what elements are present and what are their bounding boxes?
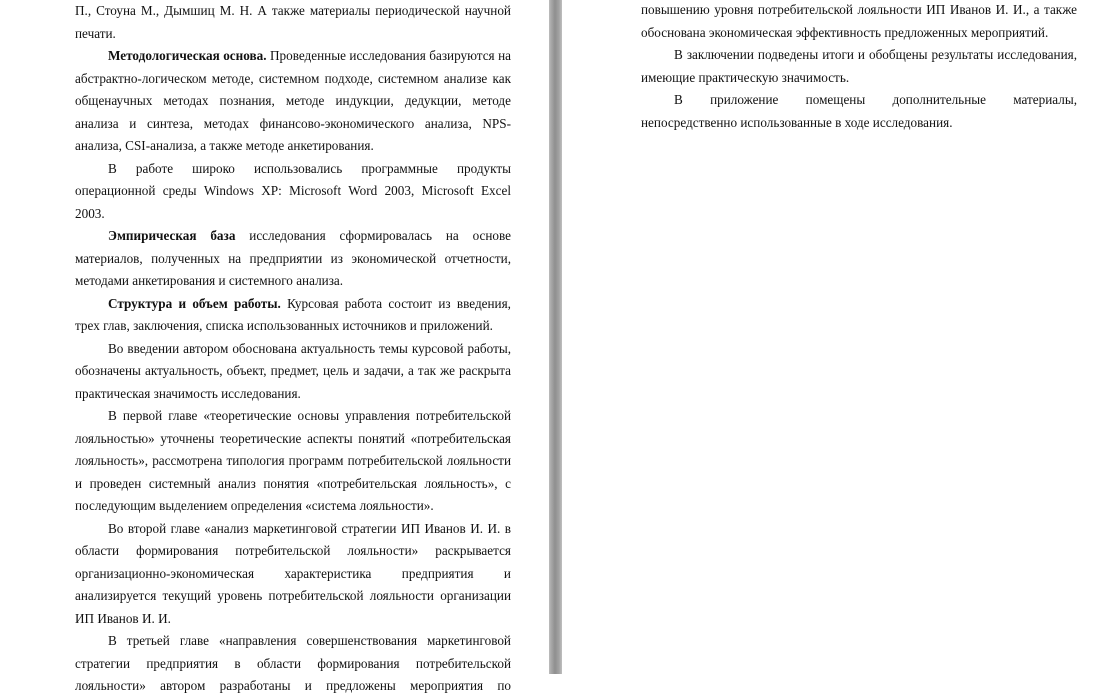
heading-empirical-base: Эмпирическая база — [108, 228, 236, 243]
paragraph-introduction: Во введении автором обоснована актуальность темы курсовой работы, обозначены актуальность, объект, предмет, цель и задачи, а так же раскрыта практическая значимость исследования. — [75, 340, 511, 401]
paragraph-sources-continued: П., Стоуна М., Дымшиц М. Н. А также материалы периодической научной печати. — [75, 3, 511, 41]
paragraph-appendix: В приложение помещены дополнительные материалы, непосредственно использованные в ходе исследования. — [641, 92, 1077, 130]
paragraph-chapter-three: В третьей главе «направления совершенствования маркетинговой стратегии предприятия в области формирования потребительской лояльности» автором разработаны и предложены мероприятия по — [75, 633, 511, 693]
document-page-left — [0, 0, 550, 693]
methodology-text: Проведенные исследования базируются на абстрактно-логическом методе, системном подходе, системном анализе как общенаучных методах познания, методе индукции, дедукции, методе анализа и синтеза, методах финансово-экономического анализа, NPS-анализа, CSI-анализа, а также методе анкетирования. — [75, 48, 511, 153]
paragraph-software: В работе широко использовались программные продукты операционной среды Windows XP: Microsoft Word 2003, Microsoft Excel 2003. — [75, 160, 511, 221]
paragraph-chapter-one: В первой главе «теоретические основы управления потребительской лояльностью» уточнены теоретические аспекты понятий «потребительская лояльность», рассмотрена типология программ потребительской лояльности и проведен системный анализ понятия «потребительская лояльность», с последующим выделением определения «система лояльности». — [75, 408, 511, 513]
heading-structure: Структура и объем работы. — [108, 295, 281, 311]
paragraph-structure — [75, 293, 511, 338]
document-page-right — [562, 0, 1115, 674]
paragraph-conclusion: В заключении подведены итоги и обобщены результаты исследования, имеющие практическую значимость. — [641, 47, 1077, 85]
page-body-left — [75, 0, 511, 698]
page-separator — [549, 0, 563, 674]
paragraph-chapter-three-continued: повышению уровня потребительской лояльности ИП Иванов И. И., а также обоснована экономическая эффективность предложенных мероприятий. — [641, 2, 1077, 40]
structure-text: Курсовая работа состоит из введения, трех глав, заключения, списка использованных источников и приложений. — [75, 295, 511, 333]
paragraph-empirical-base — [75, 225, 511, 293]
heading-methodology: Методологическая основа. — [108, 48, 267, 63]
empirical-base-text: исследования сформировалась на основе материалов, полученных на предприятии из экономической отчетности, методами анкетирования и системного анализа. — [75, 228, 511, 288]
page-body-right — [641, 0, 1077, 134]
paragraph-chapter-two: Во второй главе «анализ маркетинговой стратегии ИП Иванов И. И. в области формирования потребительской лояльности» раскрывается организационно-экономическая характеристика предприятия и анализируется текущий уровень потребительской лояльности организации ИП Иванов И. И. — [75, 520, 511, 626]
paragraph-methodology — [75, 45, 511, 158]
